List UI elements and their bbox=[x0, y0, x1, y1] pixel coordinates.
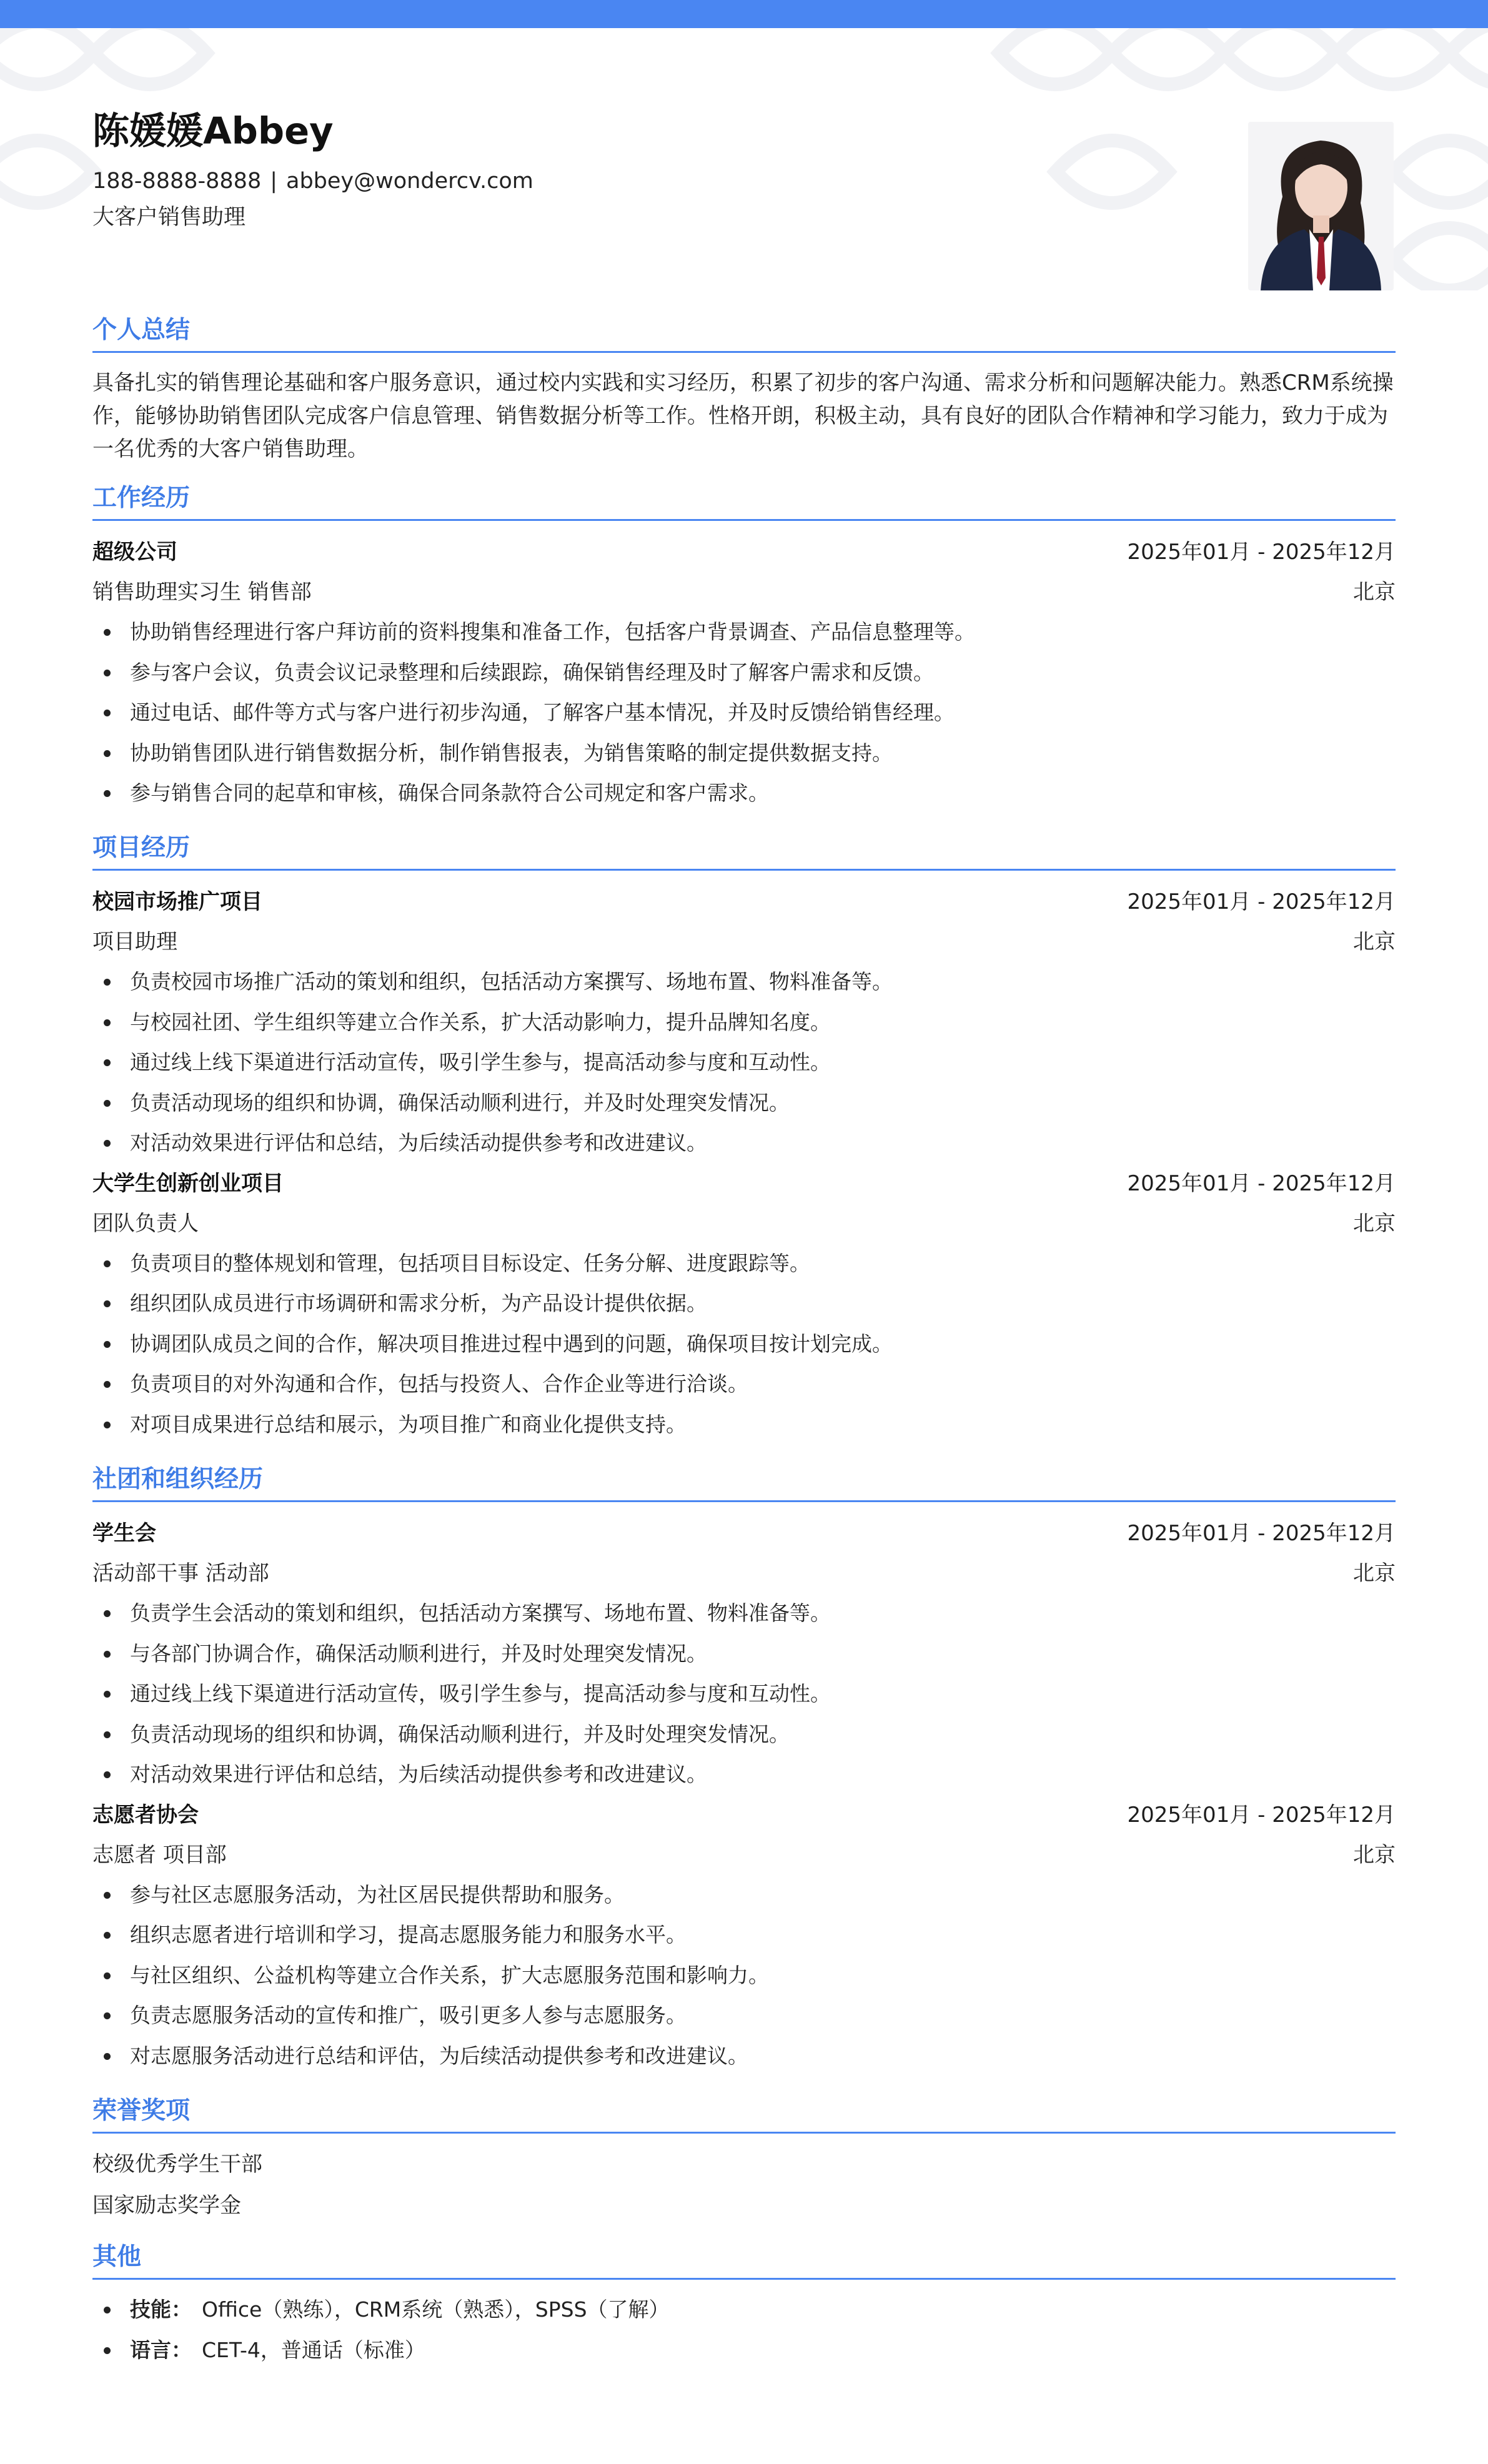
section-title-projects: 项目经历 bbox=[92, 834, 191, 862]
entry-bullets bbox=[92, 612, 1396, 814]
section-divider bbox=[92, 2278, 1396, 2280]
list-item: 参与销售合同的起草和审核，确保合同条款符合公司规定和客户需求。 bbox=[92, 773, 1396, 814]
section-divider bbox=[92, 351, 1396, 353]
entry-role: 志愿者 项目部 bbox=[92, 1842, 227, 1868]
others-list bbox=[92, 2290, 1396, 2370]
entry-location: 北京 bbox=[1353, 1842, 1396, 1868]
list-item: 通过电话、邮件等方式与客户进行初步沟通，了解客户基本情况，并及时反馈给销售经理。 bbox=[92, 693, 1396, 733]
project-entry bbox=[92, 882, 1396, 1164]
entry-role: 活动部干事 活动部 bbox=[92, 1561, 269, 1586]
entry-location: 北京 bbox=[1353, 929, 1396, 954]
phone-number: 188-8888-8888 bbox=[92, 169, 262, 194]
list-item: 组织志愿者进行培训和学习，提高志愿服务能力和服务水平。 bbox=[92, 1915, 1396, 1956]
language-value: CET-4，普通话（标准） bbox=[202, 2337, 425, 2362]
entry-date: 2025年01月 - 2025年12月 bbox=[1127, 889, 1396, 914]
list-item bbox=[92, 2330, 1396, 2371]
entry-date: 2025年01月 - 2025年12月 bbox=[1127, 1521, 1396, 1546]
list-item: 负责项目的对外沟通和合作，包括与投资人、合作企业等进行洽谈。 bbox=[92, 1364, 1396, 1405]
honors-section bbox=[92, 2093, 1396, 2226]
list-item: 通过线上线下渠道进行活动宣传，吸引学生参与，提高活动参与度和互动性。 bbox=[92, 1674, 1396, 1714]
portrait-photo bbox=[1248, 122, 1394, 290]
projects-section bbox=[92, 830, 1396, 1445]
list-item: 组织团队成员进行市场调研和需求分析，为产品设计提供依据。 bbox=[92, 1284, 1396, 1324]
email-address: abbey@wondercv.com bbox=[286, 169, 533, 194]
entry-location: 北京 bbox=[1353, 1561, 1396, 1586]
list-item: 参与社区志愿服务活动，为社区居民提供帮助和服务。 bbox=[92, 1875, 1396, 1916]
list-item: 通过线上线下渠道进行活动宣传，吸引学生参与，提高活动参与度和互动性。 bbox=[92, 1042, 1396, 1083]
list-item: 对活动效果进行评估和总结，为后续活动提供参考和改进建议。 bbox=[92, 1754, 1396, 1795]
list-item: 负责学生会活动的策划和组织，包括活动方案撰写、场地布置、物料准备等。 bbox=[92, 1593, 1396, 1634]
honor-item: 校级优秀学生干部 bbox=[92, 2152, 262, 2177]
entry-date: 2025年01月 - 2025年12月 bbox=[1127, 1170, 1396, 1196]
list-item: 协助销售经理进行客户拜访前的资料搜集和准备工作，包括客户背景调查、产品信息整理等。 bbox=[92, 612, 1396, 653]
work-entry bbox=[92, 532, 1396, 814]
entry-location: 北京 bbox=[1353, 1210, 1396, 1236]
section-title-clubs: 社团和组织经历 bbox=[92, 1465, 264, 1493]
list-item: 协助销售团队进行销售数据分析，制作销售报表，为销售策略的制定提供数据支持。 bbox=[92, 733, 1396, 774]
club-entry bbox=[92, 1795, 1396, 2077]
section-divider bbox=[92, 869, 1396, 871]
entry-role: 团队负责人 bbox=[92, 1210, 199, 1236]
entry-role: 销售助理实习生 销售部 bbox=[92, 580, 312, 605]
skills-value: Office（熟练），CRM系统（熟悉），SPSS（了解） bbox=[202, 2297, 670, 2322]
list-item: 负责志愿服务活动的宣传和推广，吸引更多人参与志愿服务。 bbox=[92, 1996, 1396, 2036]
section-divider bbox=[92, 1500, 1396, 1502]
section-title-work: 工作经历 bbox=[92, 484, 191, 512]
clubs-section bbox=[92, 1462, 1396, 2076]
others-section bbox=[92, 2239, 1396, 2370]
contact-separator: | bbox=[270, 169, 278, 194]
entry-bullets bbox=[92, 1875, 1396, 2077]
work-section bbox=[92, 480, 1396, 814]
section-title-others: 其他 bbox=[92, 2243, 142, 2271]
list-item: 协调团队成员之间的合作，解决项目推进过程中遇到的问题，确保项目按计划完成。 bbox=[92, 1324, 1396, 1365]
target-position: 大客户销售助理 bbox=[92, 205, 246, 230]
summary-text: 具备扎实的销售理论基础和客户服务意识，通过校内实践和实习经历，积累了初步的客户沟通、需求分析和问题解决能力。熟悉CRM系统操作，能够协助销售团队完成客户信息管理、销售数据分析等工作。性格开朗，积极主动，具有良好的团队合作精神和学习能力，致力于成为一名优秀的大客户销售助理。 bbox=[92, 370, 1394, 462]
list-item: 与各部门协调合作，确保活动顺利进行，并及时处理突发情况。 bbox=[92, 1634, 1396, 1675]
summary-section bbox=[92, 312, 1396, 466]
list-item bbox=[92, 2290, 1396, 2330]
candidate-name: 陈媛媛Abbey bbox=[92, 109, 334, 152]
entry-organization: 志愿者协会 bbox=[92, 1802, 199, 1828]
entry-organization: 校园市场推广项目 bbox=[92, 889, 262, 914]
entry-organization: 大学生创新创业项目 bbox=[92, 1170, 284, 1196]
list-item: 负责校园市场推广活动的策划和组织，包括活动方案撰写、场地布置、物料准备等。 bbox=[92, 962, 1396, 1002]
entry-bullets bbox=[92, 1593, 1396, 1795]
entry-date: 2025年01月 - 2025年12月 bbox=[1127, 540, 1396, 565]
skills-label: 技能： bbox=[130, 2297, 192, 2322]
entry-organization: 超级公司 bbox=[92, 540, 177, 565]
list-item: 与社区组织、公益机构等建立合作关系，扩大志愿服务范围和影响力。 bbox=[92, 1956, 1396, 1996]
section-title-honors: 荣誉奖项 bbox=[92, 2097, 191, 2125]
section-title-summary: 个人总结 bbox=[92, 316, 191, 344]
section-divider bbox=[92, 519, 1396, 521]
entry-bullets bbox=[92, 1244, 1396, 1445]
entry-bullets bbox=[92, 962, 1396, 1164]
club-entry bbox=[92, 1513, 1396, 1795]
project-entry bbox=[92, 1164, 1396, 1445]
section-divider bbox=[92, 2132, 1396, 2134]
list-item: 对项目成果进行总结和展示，为项目推广和商业化提供支持。 bbox=[92, 1405, 1396, 1445]
list-item: 负责活动现场的组织和协调，确保活动顺利进行，并及时处理突发情况。 bbox=[92, 1083, 1396, 1124]
entry-role: 项目助理 bbox=[92, 929, 177, 954]
honor-item: 国家励志奖学金 bbox=[92, 2193, 241, 2218]
top-accent-bar bbox=[0, 0, 1488, 28]
contact-line bbox=[92, 162, 1396, 200]
resume-header bbox=[92, 106, 1396, 235]
entry-organization: 学生会 bbox=[92, 1521, 156, 1546]
list-item: 负责项目的整体规划和管理，包括项目目标设定、任务分解、进度跟踪等。 bbox=[92, 1244, 1396, 1284]
entry-location: 北京 bbox=[1353, 580, 1396, 605]
list-item: 与校园社团、学生组织等建立合作关系，扩大活动影响力，提升品牌知名度。 bbox=[92, 1002, 1396, 1043]
list-item: 负责活动现场的组织和协调，确保活动顺利进行，并及时处理突发情况。 bbox=[92, 1714, 1396, 1755]
list-item: 参与客户会议，负责会议记录整理和后续跟踪，确保销售经理及时了解客户需求和反馈。 bbox=[92, 653, 1396, 693]
entry-date: 2025年01月 - 2025年12月 bbox=[1127, 1802, 1396, 1828]
language-label: 语言： bbox=[130, 2337, 192, 2362]
list-item: 对志愿服务活动进行总结和评估，为后续活动提供参考和改进建议。 bbox=[92, 2036, 1396, 2077]
list-item: 对活动效果进行评估和总结，为后续活动提供参考和改进建议。 bbox=[92, 1123, 1396, 1164]
